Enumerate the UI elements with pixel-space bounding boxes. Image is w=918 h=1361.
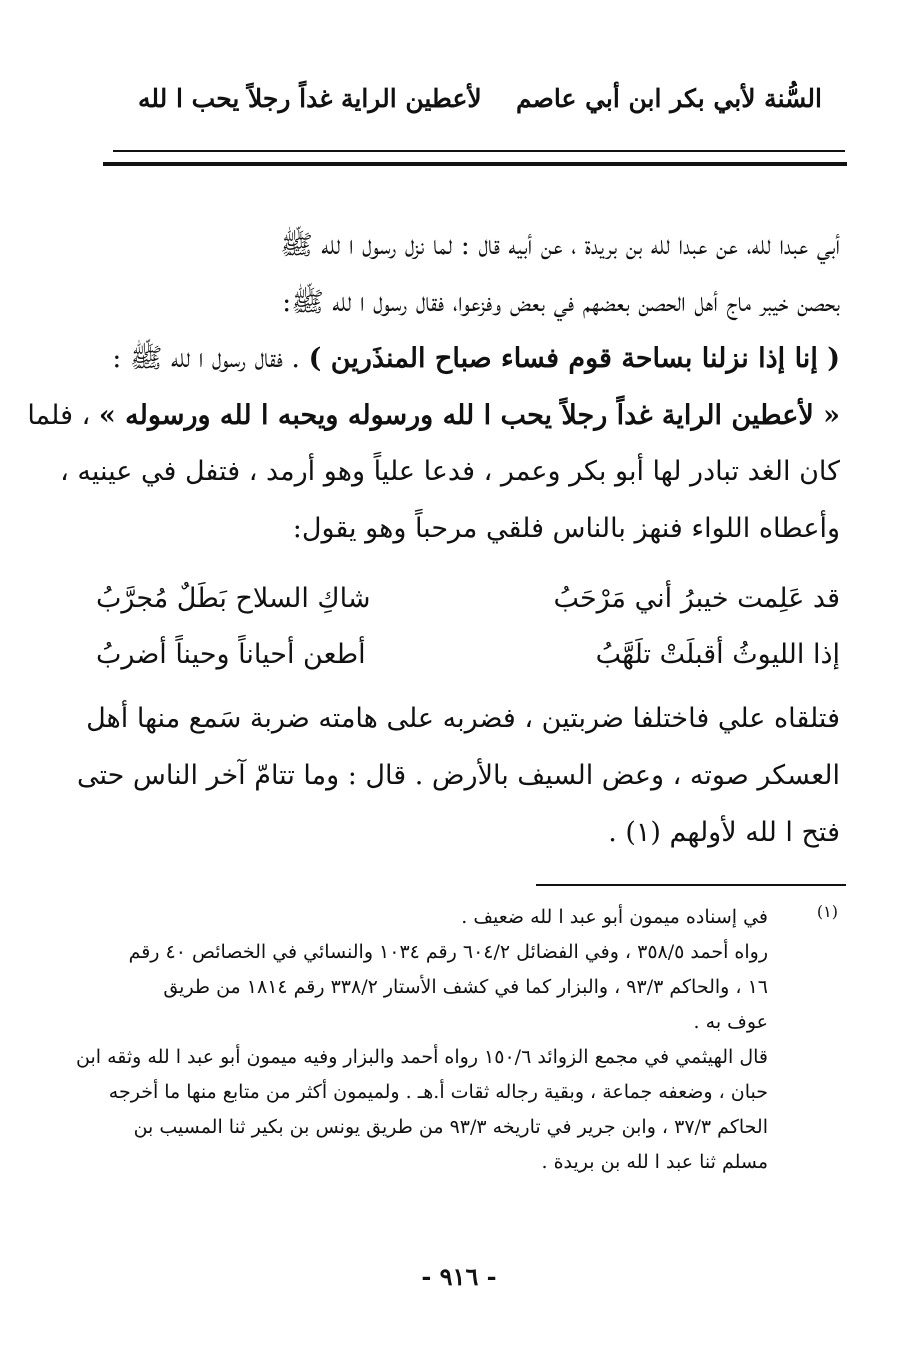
- poem-verse: [96, 570, 840, 626]
- main-text-continued: [76, 690, 840, 861]
- footnote-line: عوف به .: [693, 1011, 768, 1033]
- page-number: - ٩١٦ -: [421, 1262, 497, 1291]
- footnote-line: الحاكم ٣٧/٣ ، وابن جرير في تاريخه ٩٣/٣ من طريق يونس بن بكير ثنا المسيب بن: [133, 1116, 768, 1138]
- footnote-line: قال الهيثمي في مجمع الزوائد ١٥٠/٦ رواه أحمد والبزار وفيه ميمون أبو عبد ا لله وثقه ابن: [76, 1046, 768, 1068]
- footnote-line: ١٦ ، والحاكم ٩٣/٣ ، والبزار كما في كشف الأستار ٣٣٨/٢ رقم ١٨١٤ من طريق: [163, 976, 768, 998]
- book-title: السُّنة لأبي بكر ابن أبي عاصم: [515, 84, 822, 113]
- verse-second-hemistich: أطعن أحياناً وحيناً أضربُ: [96, 638, 366, 670]
- text-line: فتلقاه علي فاختلفا ضربتين ، فضربه على هامته ضربة سَمع منها أهل: [86, 703, 840, 734]
- chapter-title: لأعطين الراية غداً رجلاً يحب ا لله: [138, 84, 482, 113]
- footnote-line: حبان ، وضعفه جماعة ، وبقية رجاله ثقات أ.هـ . ولميمون أكثر من متابع منها ما أخرجه: [108, 1081, 768, 1103]
- poem: [96, 570, 840, 682]
- text-line: كان الغد تبادر لها أبو بكر وعمر ، فدعا علياً وهو أرمد ، فتفل في عينيه ،: [60, 456, 840, 487]
- text-line: فتح ا لله لأولهم (١) .: [608, 817, 840, 848]
- footnote-line: رواه أحمد ٣٥٨/٥ ، وفي الفضائل ٦٠٤/٢ رقم ١٠٣٤ والنسائي في الخصائص ٤٠ رقم: [128, 941, 768, 963]
- header-rule-thin: [113, 150, 845, 152]
- footnote-line: مسلم ثنا عبد ا لله بن بريدة .: [541, 1151, 768, 1173]
- verse-first-hemistich: إذا الليوثُ أقبلَتْ تلَهَّبُ: [595, 638, 840, 670]
- text-line: وأعطاه اللواء فنهز بالناس فلقي مرحباً وهو يقول:: [292, 512, 840, 544]
- text-line-quote: [96, 331, 840, 388]
- verse-first-hemistich: قد عَلِمت خيبرُ أني مَرْحَبُ: [553, 582, 840, 614]
- footnote-line: في إسناده ميمون أبو عبد ا لله ضعيف .: [461, 906, 768, 928]
- text-line: أبي عبدا لله، عن عبدا لله بن بريدة ، عن أبيه قال : لما نزل رسول ا لله ﷺ: [280, 230, 840, 261]
- verse-second-hemistich: شاكِ السلاح بَطَلٌ مُجرَّبُ: [96, 582, 371, 614]
- quoted-hadith: « لأعطين الراية غداً رجلاً يحب ا لله ورسوله ويحبه ا لله ورسوله »: [98, 399, 840, 431]
- text-line: بحصن خيبر ماج أهل الحصن بعضهم في بعض وفزعوا، فقال رسول ا لله ﷺ:: [282, 286, 840, 318]
- main-text: [27, 218, 840, 557]
- footnote-marker: (١): [816, 902, 838, 921]
- header-rule-thick: [103, 162, 847, 166]
- quoted-saying: ( إنا إذا نزلنا بساحة قوم فساء صباح المنذَرين ): [308, 343, 840, 374]
- text-segment: ، فلما: [27, 399, 99, 431]
- poem-verse: [96, 626, 840, 682]
- text-line: العسكر صوته ، وعض السيف بالأرض . قال : وما تتامّ آخر الناس حتى: [76, 760, 840, 791]
- footnotes: [76, 900, 768, 1180]
- text-segment: . فقال رسول ا لله ﷺ :: [112, 343, 309, 374]
- text-line-quote: [27, 388, 840, 445]
- footnote-rule: [536, 884, 846, 886]
